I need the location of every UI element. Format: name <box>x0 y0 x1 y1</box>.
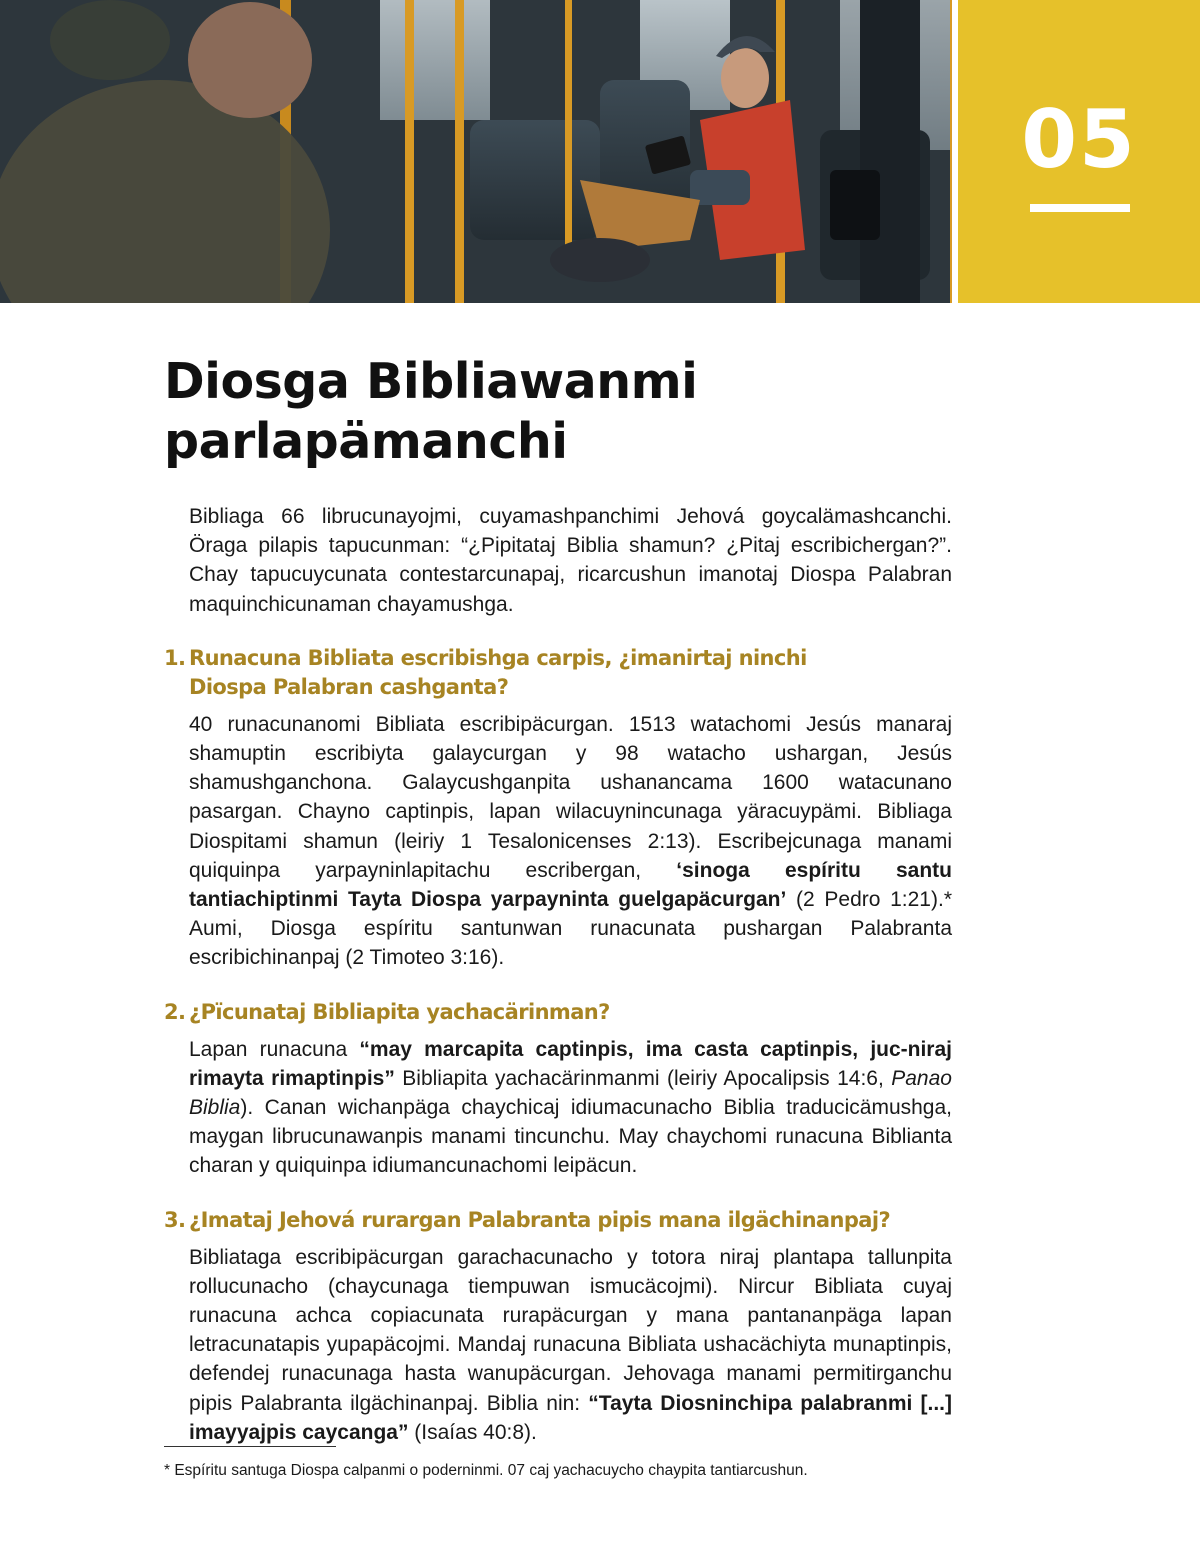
question-1-text-1: Runacuna Bibliata escribishga carpis, ¿imanirtaj ninchi <box>189 645 807 670</box>
question-1-number: 1. <box>164 645 186 670</box>
question-2-number: 2. <box>164 999 186 1024</box>
answer-3-bold-quote: “Tayta Diosninchipa palabranmi [...] imayyajpis caycanga” <box>189 1391 952 1444</box>
lesson-content <box>164 502 952 1447</box>
question-1-text-2: Diospa Palabran cashganta? <box>189 674 509 699</box>
page-title-line-1: Diosga Bibliawanmi <box>164 353 698 410</box>
question-1-line-1 <box>164 644 952 673</box>
answer-3-part-2: (Isaías 40:8). <box>408 1420 537 1444</box>
answer-2-part-1: Lapan runacuna <box>189 1037 360 1061</box>
bus-passengers-image <box>0 0 952 303</box>
question-3-number: 3. <box>164 1207 186 1232</box>
answer-1-part-1: 40 runacunanomi Bibliata escribipäcurgan. 1513 watachomi Jesús manaraj shamuptin escribiyta galaycurgan y 98 watacho ushargan, Jesús shamushganchona. Galaycushganpita ushanancama 1600 watacunano pasargan. Chayno captinpis, lapan wilacuynincunaga yäracuypämi. Bibliaga Diospitami shamun (leiriy 1 Tesalonicenses 2:13). Escribejcunaga manami quiquinpa yarpayninlapitachu escribergan, <box>189 712 952 882</box>
question-3-text-1: ¿Imataj Jehová rurargan Palabranta pipis mana ilgächinanpaj? <box>189 1207 891 1232</box>
answer-2-part-3: ). Canan wichanpäga chaychicaj idiumacunacho Biblia traducicämushga, maygan librucunawanpis manami tincunchu. May chaychomi runacuna Biblianta charan y quiquinpa idiumancunachomi leipäcun. <box>189 1096 952 1178</box>
question-2-text-1: ¿Pïcunataj Bibliapita yachacärinman? <box>189 999 610 1024</box>
answer-3-paragraph <box>189 1243 952 1447</box>
answer-2-paragraph <box>189 1035 952 1181</box>
answer-1-bold-quote: ‘sinoga espíritu santu tantiachiptinmi Tayta Diospa yarpayninta guelgapäcurgan’ <box>189 858 952 912</box>
answer-3-part-1: Bibliataga escribipäcurgan garachacunacho y totora niraj plantapa tallunpita rollucunacho (chaycunaga tiempuwan ismucäcojmi). Nircur Bibliata cuyaj runacuna achca copiacunata rurapäcurgan y mana pantananpäga lapan letracunatapis yupapäcojmi. Mandaj runacuna Bibliata ushacächiyta munaptinpis, defendej runacunaga hasta wanupäcurgan. Jehovaga manami permitirganchu pipis Palabranta ilgächinanpaj. Biblia nin: <box>189 1245 952 1415</box>
intro-paragraph: Bibliaga 66 librucunayojmi, cuyamashpanchimi Jehová goycalämashcanchi. Öraga pilapis tapucunman: “¿Pipitataj Biblia shamun? ¿Pitaj escribichergan?”. Chay tapucuycunata contestarcunapaj, ricarcushun imanotaj Diospa Palabran maquinchicunaman chayamushga. <box>189 505 952 616</box>
question-3 <box>164 1206 952 1235</box>
answer-1-paragraph <box>189 710 952 973</box>
answer-2-part-2: Bibliapita yachacärinmanmi (leiriy Apocalipsis 14:6, <box>394 1066 892 1090</box>
question-3-line-1 <box>164 1206 952 1235</box>
question-1 <box>164 644 952 702</box>
answer-1-part-2: (2 Pedro 1:21).* Aumi, Diosga espíritu santunwan runacunata pushargan Palabranta escribichinanpaj (2 Timoteo 3:16). <box>189 888 952 970</box>
page-title-line-2: parlapämanchi <box>164 413 568 470</box>
chapter-number: 05 <box>1021 93 1137 186</box>
question-2 <box>164 998 952 1027</box>
answer-2-bold-quote: “may marcapita captinpis, ima casta captinpis, juc-niraj rimayta rimaptinpis” <box>189 1037 952 1090</box>
page-title <box>164 352 924 472</box>
footnote: * Espíritu santuga Diospa calpanmi o poderninmi. 07 caj yachacuycho chaypita tantiarcushun. <box>164 1462 808 1479</box>
footnote-divider <box>164 1446 336 1447</box>
chapter-badge <box>958 0 1200 303</box>
header-photo <box>0 0 952 303</box>
chapter-underline <box>1030 204 1130 212</box>
answer-2-italic: Panao Biblia <box>189 1066 952 1120</box>
question-2-line-1 <box>164 998 952 1027</box>
